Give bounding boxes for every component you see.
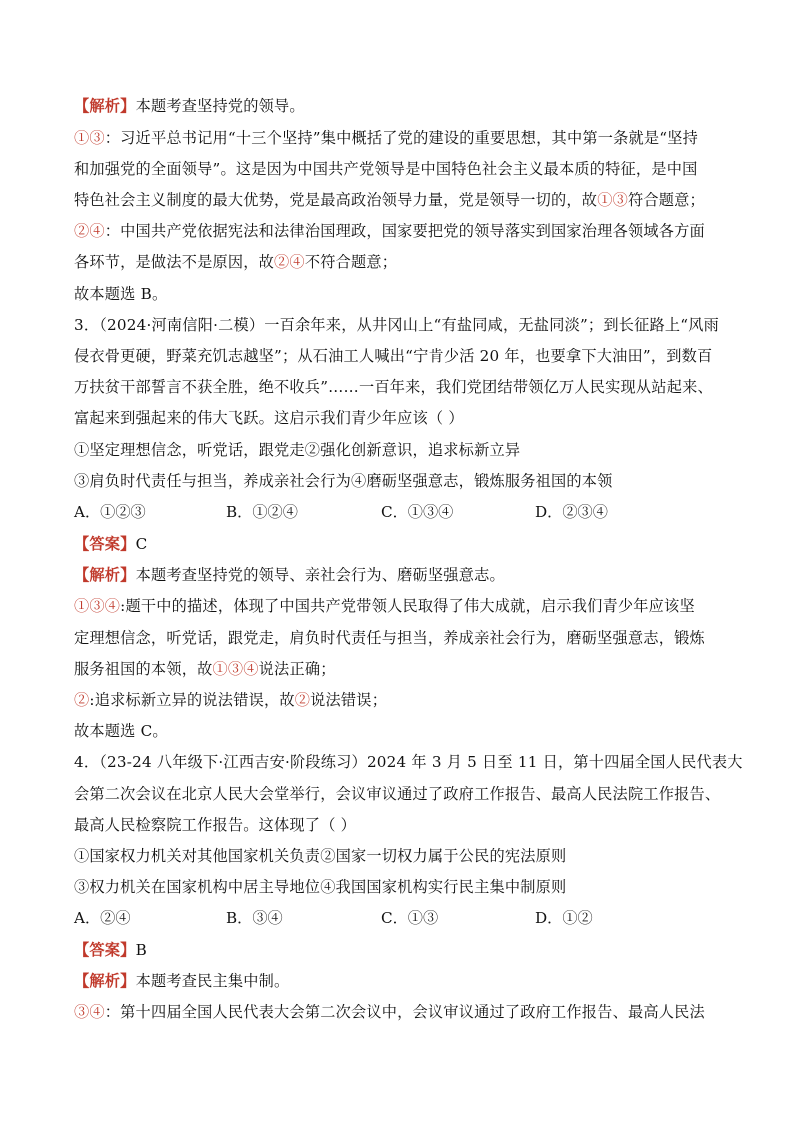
answer-value: C	[135, 535, 148, 553]
text: 符合题意；	[627, 191, 705, 209]
option-mark: ①③	[74, 129, 105, 147]
q3-option-a: A．①②③	[74, 503, 146, 521]
analysis-text: 本题考查坚持党的领导、亲社会行为、磨砺坚强意志。	[135, 566, 505, 584]
q4-statements-1: ①国家权力机关对其他国家机关负责②国家一切权力属于公民的宪法原则	[74, 847, 567, 865]
q4-stem-line3: 最高人民检察院工作报告。这体现了（ ）	[74, 816, 357, 834]
q2-para2-line2	[74, 252, 724, 272]
q3-para2-line1	[74, 690, 724, 710]
text: 说法正确；	[258, 660, 336, 678]
option-mark: ②④	[74, 222, 105, 240]
q3-option-c: C．①③④	[381, 503, 454, 521]
answer-value: B	[135, 941, 147, 959]
q3-option-b: B．①②④	[226, 503, 298, 521]
text: 不符合题意；	[304, 253, 398, 271]
analysis-tag: 【解析】	[74, 97, 136, 115]
q2-conclusion: 故本题选 B。	[74, 285, 168, 303]
q4-statements-2: ③权力机关在国家机构中居主导地位④我国国家机构实行民主集中制原则	[74, 878, 567, 896]
q4-option-d: D．①②	[535, 909, 593, 927]
q3-para1-line3	[74, 659, 724, 679]
q4-analysis-line	[74, 971, 724, 991]
q3-statements-1: ①坚定理想信念，听党话，跟党走②强化创新意识，追求标新立异	[74, 441, 521, 459]
text: ：习近平总书记用“十三个坚持”集中概括了党的建设的重要思想，其中第一条就是“坚持	[104, 129, 699, 147]
q2-para1-line2: 和加强党的全面领导”。这是因为中国共产党领导是中国特色社会主义最本质的特征，是中国	[74, 160, 698, 178]
q2-analysis-line	[74, 96, 724, 116]
q2-para1-line1	[74, 128, 724, 148]
q2-para2-line1	[74, 221, 724, 241]
analysis-text: 本题考查民主集中制。	[135, 972, 290, 990]
q3-option-d: D．②③④	[535, 503, 608, 521]
answer-tag: 【答案】	[74, 535, 136, 553]
q4-para1-line1	[74, 1002, 724, 1022]
text: ：中国共产党依据宪法和法律治国理政，国家要把党的领导落实到国家治理各领域各方面	[104, 222, 705, 240]
q3-statements-2: ③肩负时代责任与担当，养成亲社会行为④磨砺坚强意志，锻炼服务祖国的本领	[74, 472, 613, 490]
q4-answer-line	[74, 940, 724, 960]
q3-stem-line3: 万扶贫干部誓言不获全胜，绝不收兵”……一百年来，我们党团结带领亿万人民实现从站起来、	[74, 378, 713, 396]
q3-para1-line2: 定理想信念，听党话，跟党走，肩负时代责任与担当，养成亲社会行为，磨砺坚强意志，锻炼	[74, 629, 705, 647]
q3-para1-line1	[74, 596, 724, 616]
q4-stem-line2: 会第二次会议在北京人民大会堂举行，会议审议通过了政府工作报告、最高人民法院工作报告、	[74, 785, 721, 803]
option-mark: ①③④	[212, 660, 259, 678]
q3-conclusion: 故本题选 C。	[74, 722, 168, 740]
analysis-tag: 【解析】	[74, 566, 136, 584]
q4-option-b: B．③④	[226, 909, 283, 927]
q3-stem-line1: 3．（2024·河南信阳·二模）一百余年来，从井冈山上“有盐同咸，无盐同淡”；到长征路上“风雨	[74, 316, 719, 334]
option-mark: ②	[294, 691, 311, 709]
q3-answer-line	[74, 534, 724, 554]
q3-analysis-line	[74, 565, 724, 585]
q3-stem-line4: 富起来到强起来的伟大飞跃。这启示我们青少年应该（ ）	[74, 409, 464, 427]
q3-stem-line2: 侵衣骨更硬，野菜充饥志越坚”；从石油工人喊出“宁肯少活 20 年，也要拿下大油田”，到数百	[74, 347, 713, 365]
text: :追求标新立异的说法错误，故	[89, 691, 295, 709]
text: 特色社会主义制度的最大优势，党是最高政治领导力量，党是领导一切的，故	[74, 191, 598, 209]
option-mark: ①③④	[74, 597, 121, 615]
analysis-tag: 【解析】	[74, 972, 136, 990]
option-mark: ③④	[74, 1003, 105, 1021]
option-mark: ②④	[274, 253, 305, 271]
q4-stem-line1: 4．（23-24 八年级下·江西吉安·阶段练习）2024 年 3 月 5 日至 11 日，第十四届全国人民代表大	[74, 753, 743, 771]
q4-option-a: A．②④	[74, 909, 131, 927]
text: 各环节，是做法不是原因，故	[74, 253, 275, 271]
text: 说法错误；	[310, 691, 388, 709]
q2-para1-line3	[74, 190, 724, 210]
option-mark: ①③	[597, 191, 628, 209]
answer-tag: 【答案】	[74, 941, 136, 959]
text: 服务祖国的本领，故	[74, 660, 213, 678]
analysis-text: 本题考查坚持党的领导。	[135, 97, 305, 115]
text: ：第十四届全国人民代表大会第二次会议中，会议审议通过了政府工作报告、最高人民法	[104, 1003, 705, 1021]
q4-option-c: C．①③	[381, 909, 439, 927]
option-mark: ②	[74, 691, 90, 709]
text: :题干中的描述，体现了中国共产党带领人民取得了伟大成就，启示我们青少年应该坚	[120, 597, 695, 615]
